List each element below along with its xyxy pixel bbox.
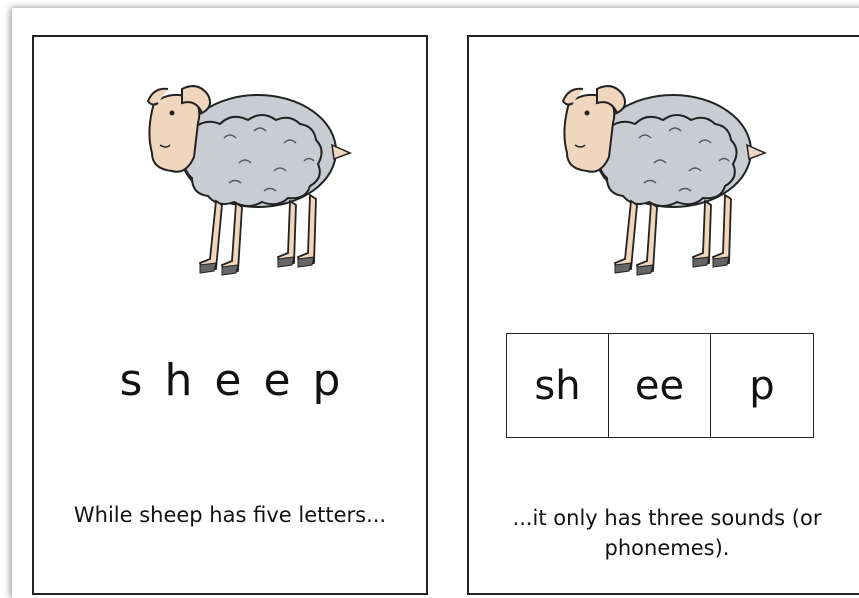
letters-caption: While sheep has five letters... — [73, 503, 387, 527]
phonemes-caption: ...it only has three sounds (or phonemes). — [512, 506, 822, 560]
phoneme-box: p — [749, 362, 775, 409]
sheep-illustration — [134, 83, 364, 283]
letter: e — [263, 355, 291, 406]
letters-card — [32, 35, 428, 595]
phoneme-box: sh — [507, 334, 609, 437]
phoneme-boxes — [506, 333, 814, 438]
phoneme-box: ee — [609, 334, 711, 437]
sheep-illustration — [549, 83, 779, 283]
letter: h — [164, 355, 193, 406]
phonemes-card — [467, 35, 859, 595]
letter: e — [214, 355, 242, 406]
letter: p — [312, 355, 341, 406]
letter: s — [119, 355, 143, 406]
word-letters — [34, 355, 426, 406]
